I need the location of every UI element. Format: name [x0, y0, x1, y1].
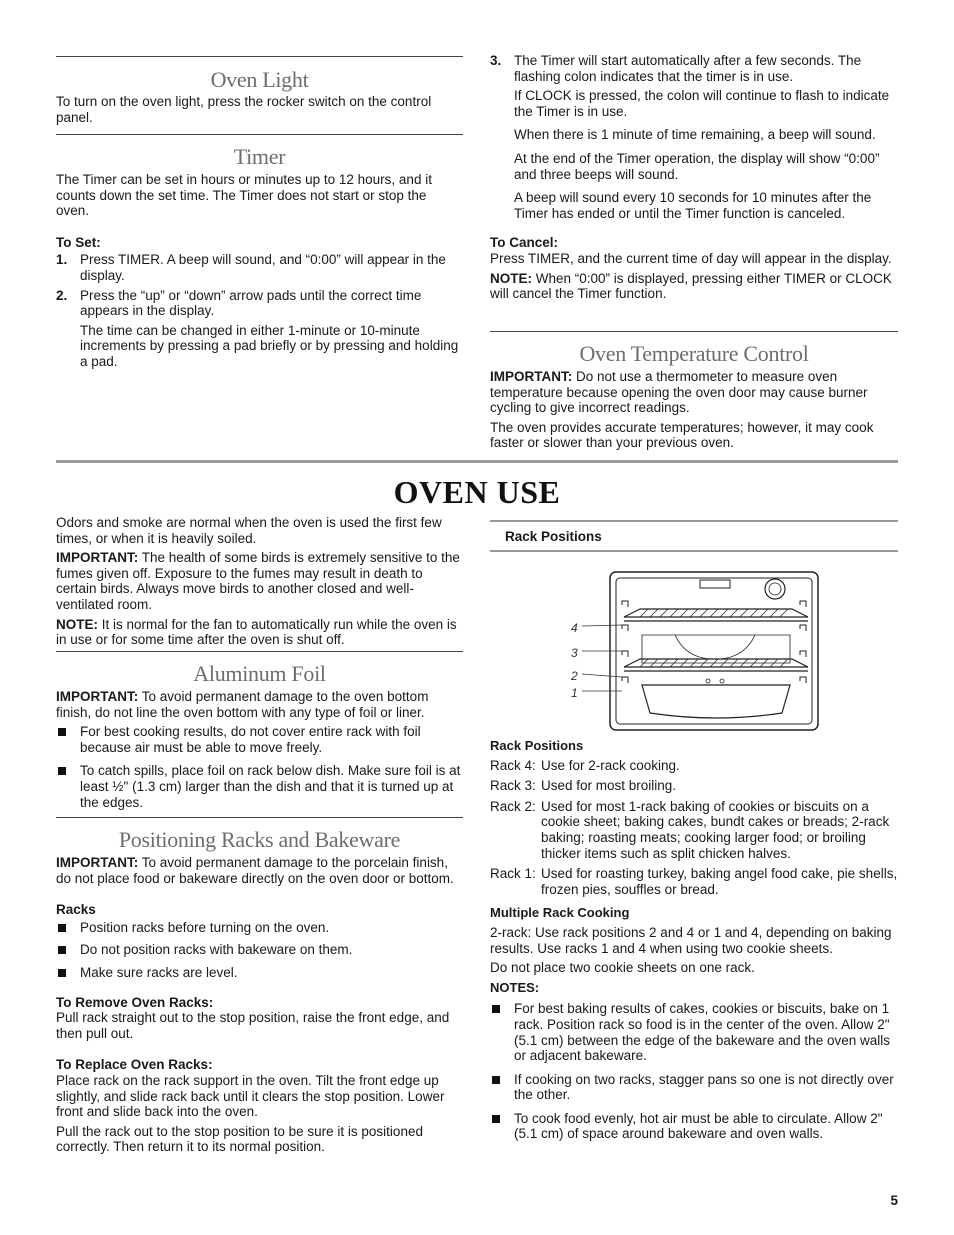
- note-text: When “0:00” is displayed, pressing either TIMER or CLOCK will cancel the Timer function.: [490, 270, 892, 302]
- important-note: [56, 855, 463, 886]
- aluminum-foil-section: [56, 689, 463, 816]
- important-label: IMPORTANT:: [56, 689, 139, 704]
- important-label: IMPORTANT:: [56, 550, 139, 566]
- rack-name: Rack 4:: [490, 757, 536, 773]
- timer-intro: The Timer can be set in hours or minutes up to 12 hours, and it counts down the set time. The Timer does not start or stop the oven.: [56, 172, 432, 219]
- rack-label-4: 4: [571, 621, 578, 635]
- oven-temp-text: The oven provides accurate temperatures; however, it may cook faster or slower than your previous oven.: [490, 419, 874, 451]
- oven-use-intro: [56, 515, 463, 652]
- divider: [56, 817, 463, 818]
- rack-label-1: 1: [571, 686, 578, 700]
- divider: [490, 550, 898, 552]
- step-note: A beep will sound every 10 seconds for 10 minutes after the Timer has ended or until the Timer function is canceled.: [514, 190, 872, 221]
- rack-text: Use for 2-rack cooking.: [541, 757, 680, 773]
- multiple-rack-text: 2-rack: Use rack positions 2 and 4 or 1 and 4, depending on baking results. Use racks 1 and 4 when using two cookie sheets.: [490, 924, 892, 956]
- step-item: [56, 288, 463, 319]
- note: [56, 617, 463, 648]
- rack-positions-section: [490, 738, 898, 1148]
- oven-light-text: To turn on the oven light, press the rocker switch on the control panel.: [56, 94, 432, 125]
- list-item: Do not position racks with bakeware on them.: [56, 942, 463, 958]
- rack-label-3: 3: [571, 646, 578, 660]
- page-number: 5: [890, 1193, 898, 1208]
- list-item: To cook food evenly, hot air must be able to circulate. Allow 2" (5.1 cm) of space around bakeware and oven walls.: [490, 1111, 898, 1142]
- replace-racks-heading: To Replace Oven Racks:: [56, 1057, 213, 1073]
- oven-rack-diagram: [560, 567, 825, 737]
- divider: [490, 331, 898, 332]
- important-text: The health of some birds is extremely sensitive to the fumes given off. Exposure to the fumes may result in death to certain birds. Always move birds to another closed and well-ventilated room.: [56, 550, 460, 612]
- positioning-section: [56, 855, 463, 1159]
- section-title-positioning: Positioning Racks and Bakeware: [118, 827, 401, 852]
- divider: [56, 134, 463, 135]
- timer-section: [56, 172, 463, 378]
- divider: [56, 56, 463, 57]
- rack-item: [490, 866, 898, 897]
- divider-thick: [56, 460, 898, 463]
- multiple-rack-heading: Multiple Rack Cooking: [490, 905, 630, 921]
- step-item: [56, 252, 463, 283]
- replace-racks-text-2: Pull the rack out to the stop position to be sure it is positioned correctly. Then return it to its normal position.: [56, 1123, 423, 1155]
- page-title: OVEN USE: [393, 474, 561, 510]
- section-title-oven-temperature: Oven Temperature Control: [579, 341, 809, 366]
- rack-name: Rack 3:: [490, 778, 536, 794]
- list-item: Make sure racks are level.: [56, 965, 463, 981]
- step-note: At the end of the Timer operation, the display will show “0:00” and three beeps will sound.: [514, 150, 880, 182]
- multiple-rack-text-2: Do not place two cookie sheets on one rack.: [490, 960, 755, 976]
- list-item: For best baking results of cakes, cookies or biscuits, bake on 1 rack. Position rack so food is in the center of the oven. Allow 2" (5.1 cm) between the edge of the bakeware and the oven walls or adjacent bakeware.: [490, 1001, 898, 1063]
- divider: [490, 520, 898, 522]
- remove-racks-text: Pull rack straight out to the stop position, raise the front edge, and then pull out.: [56, 1010, 450, 1041]
- note-label: NOTE:: [56, 616, 98, 632]
- rack-item: [490, 778, 898, 794]
- important-label: IMPORTANT:: [490, 369, 573, 384]
- rack-name: Rack 2:: [490, 798, 536, 814]
- replace-racks-text: Place rack on the rack support in the oven. Tilt the front edge up slightly, and slide rack back until it clears the stop position. Lower front and slide back into the oven.: [56, 1072, 445, 1120]
- important-label: IMPORTANT:: [56, 855, 139, 870]
- step-number: 1.: [56, 252, 68, 268]
- rack-text: Used for roasting turkey, baking angel food cake, pie shells, frozen pies, souffles or bread.: [541, 866, 898, 897]
- step-text: The Timer will start automatically after a few seconds. The flashing colon indicates that the timer is in use.: [514, 53, 862, 84]
- racks-heading: Racks: [56, 902, 96, 918]
- divider: [56, 651, 463, 652]
- section-title-aluminum-foil: Aluminum Foil: [193, 661, 326, 686]
- important-text: To avoid permanent damage to the oven bottom finish, do not line the oven bottom with any type of foil or liner.: [56, 689, 429, 720]
- rack-item: [490, 799, 898, 861]
- note-text: It is normal for the fan to automatically run while the oven is in use or for some time after the oven is shut off.: [56, 616, 457, 648]
- important-text: Do not use a thermometer to measure oven temperature because opening the oven door may cause burner cycling to give incorrect readings.: [490, 369, 868, 416]
- oven-use-text: Odors and smoke are normal when the oven is used the first few times, or when it is heavily soiled.: [56, 515, 442, 546]
- list-item: If cooking on two racks, stagger pans so one is not directly over the other.: [490, 1072, 898, 1103]
- section-title-timer: Timer: [233, 144, 286, 169]
- step-note: When there is 1 minute of time remaining, a beep will sound.: [514, 127, 876, 143]
- rack-label-2: 2: [571, 669, 578, 683]
- timer-continued: [490, 53, 898, 306]
- section-title-oven-light: Oven Light: [210, 67, 309, 92]
- step-number: 2.: [56, 287, 68, 303]
- important-note: [56, 689, 463, 720]
- rack-positions-header: Rack Positions: [505, 529, 602, 544]
- rack-item: [490, 758, 898, 774]
- list-item: Position racks before turning on the oven.: [56, 920, 463, 936]
- important-note: [56, 550, 463, 612]
- list-item: For best cooking results, do not cover entire rack with foil because air must be able to move freely.: [56, 724, 463, 755]
- oven-temp-section: [490, 369, 898, 455]
- note-label: NOTE:: [490, 270, 532, 286]
- important-note: [490, 369, 898, 416]
- list-item: To catch spills, place foil on rack below dish. Make sure foil is at least ½" (1.3 cm) larger than the dish and that it is turned up at the edges.: [56, 763, 463, 810]
- important-text: To avoid permanent damage to the porcelain finish, do not place food or bakeware directly on the oven door or bottom.: [56, 855, 454, 886]
- step-note: The time can be changed in either 1-minute or 10-minute increments by pressing a pad briefly or by pressing and holding a pad.: [80, 322, 459, 369]
- step-note: If CLOCK is pressed, the colon will continue to flash to indicate the Timer is in use.: [514, 88, 890, 119]
- to-set-heading: To Set:: [56, 234, 101, 250]
- to-cancel-text: Press TIMER, and the current time of day will appear in the display.: [490, 250, 892, 266]
- step-text: Press TIMER. A beep will sound, and “0:00” will appear in the display.: [80, 252, 446, 283]
- rack-positions-label: Rack Positions: [490, 738, 584, 753]
- rack-text: Used for most 1-rack baking of cookies or biscuits on a cookie sheet; baking cakes, bundt cakes or breads; 2-rack baking; roasting meats; cooking larger food; or broiling thicker items such as split chicken halves.: [541, 798, 890, 861]
- rack-name: Rack 1:: [490, 866, 536, 882]
- step-text: Press the “up” or “down” arrow pads until the correct time appears in the display.: [80, 287, 422, 319]
- to-cancel-heading: To Cancel:: [490, 235, 559, 251]
- step-item: [490, 53, 898, 84]
- rack-text: Used for most broiling.: [541, 778, 677, 794]
- remove-racks-heading: To Remove Oven Racks:: [56, 994, 214, 1010]
- timer-note: [490, 271, 898, 302]
- notes-heading: NOTES:: [490, 979, 540, 995]
- step-number: 3.: [490, 53, 502, 68]
